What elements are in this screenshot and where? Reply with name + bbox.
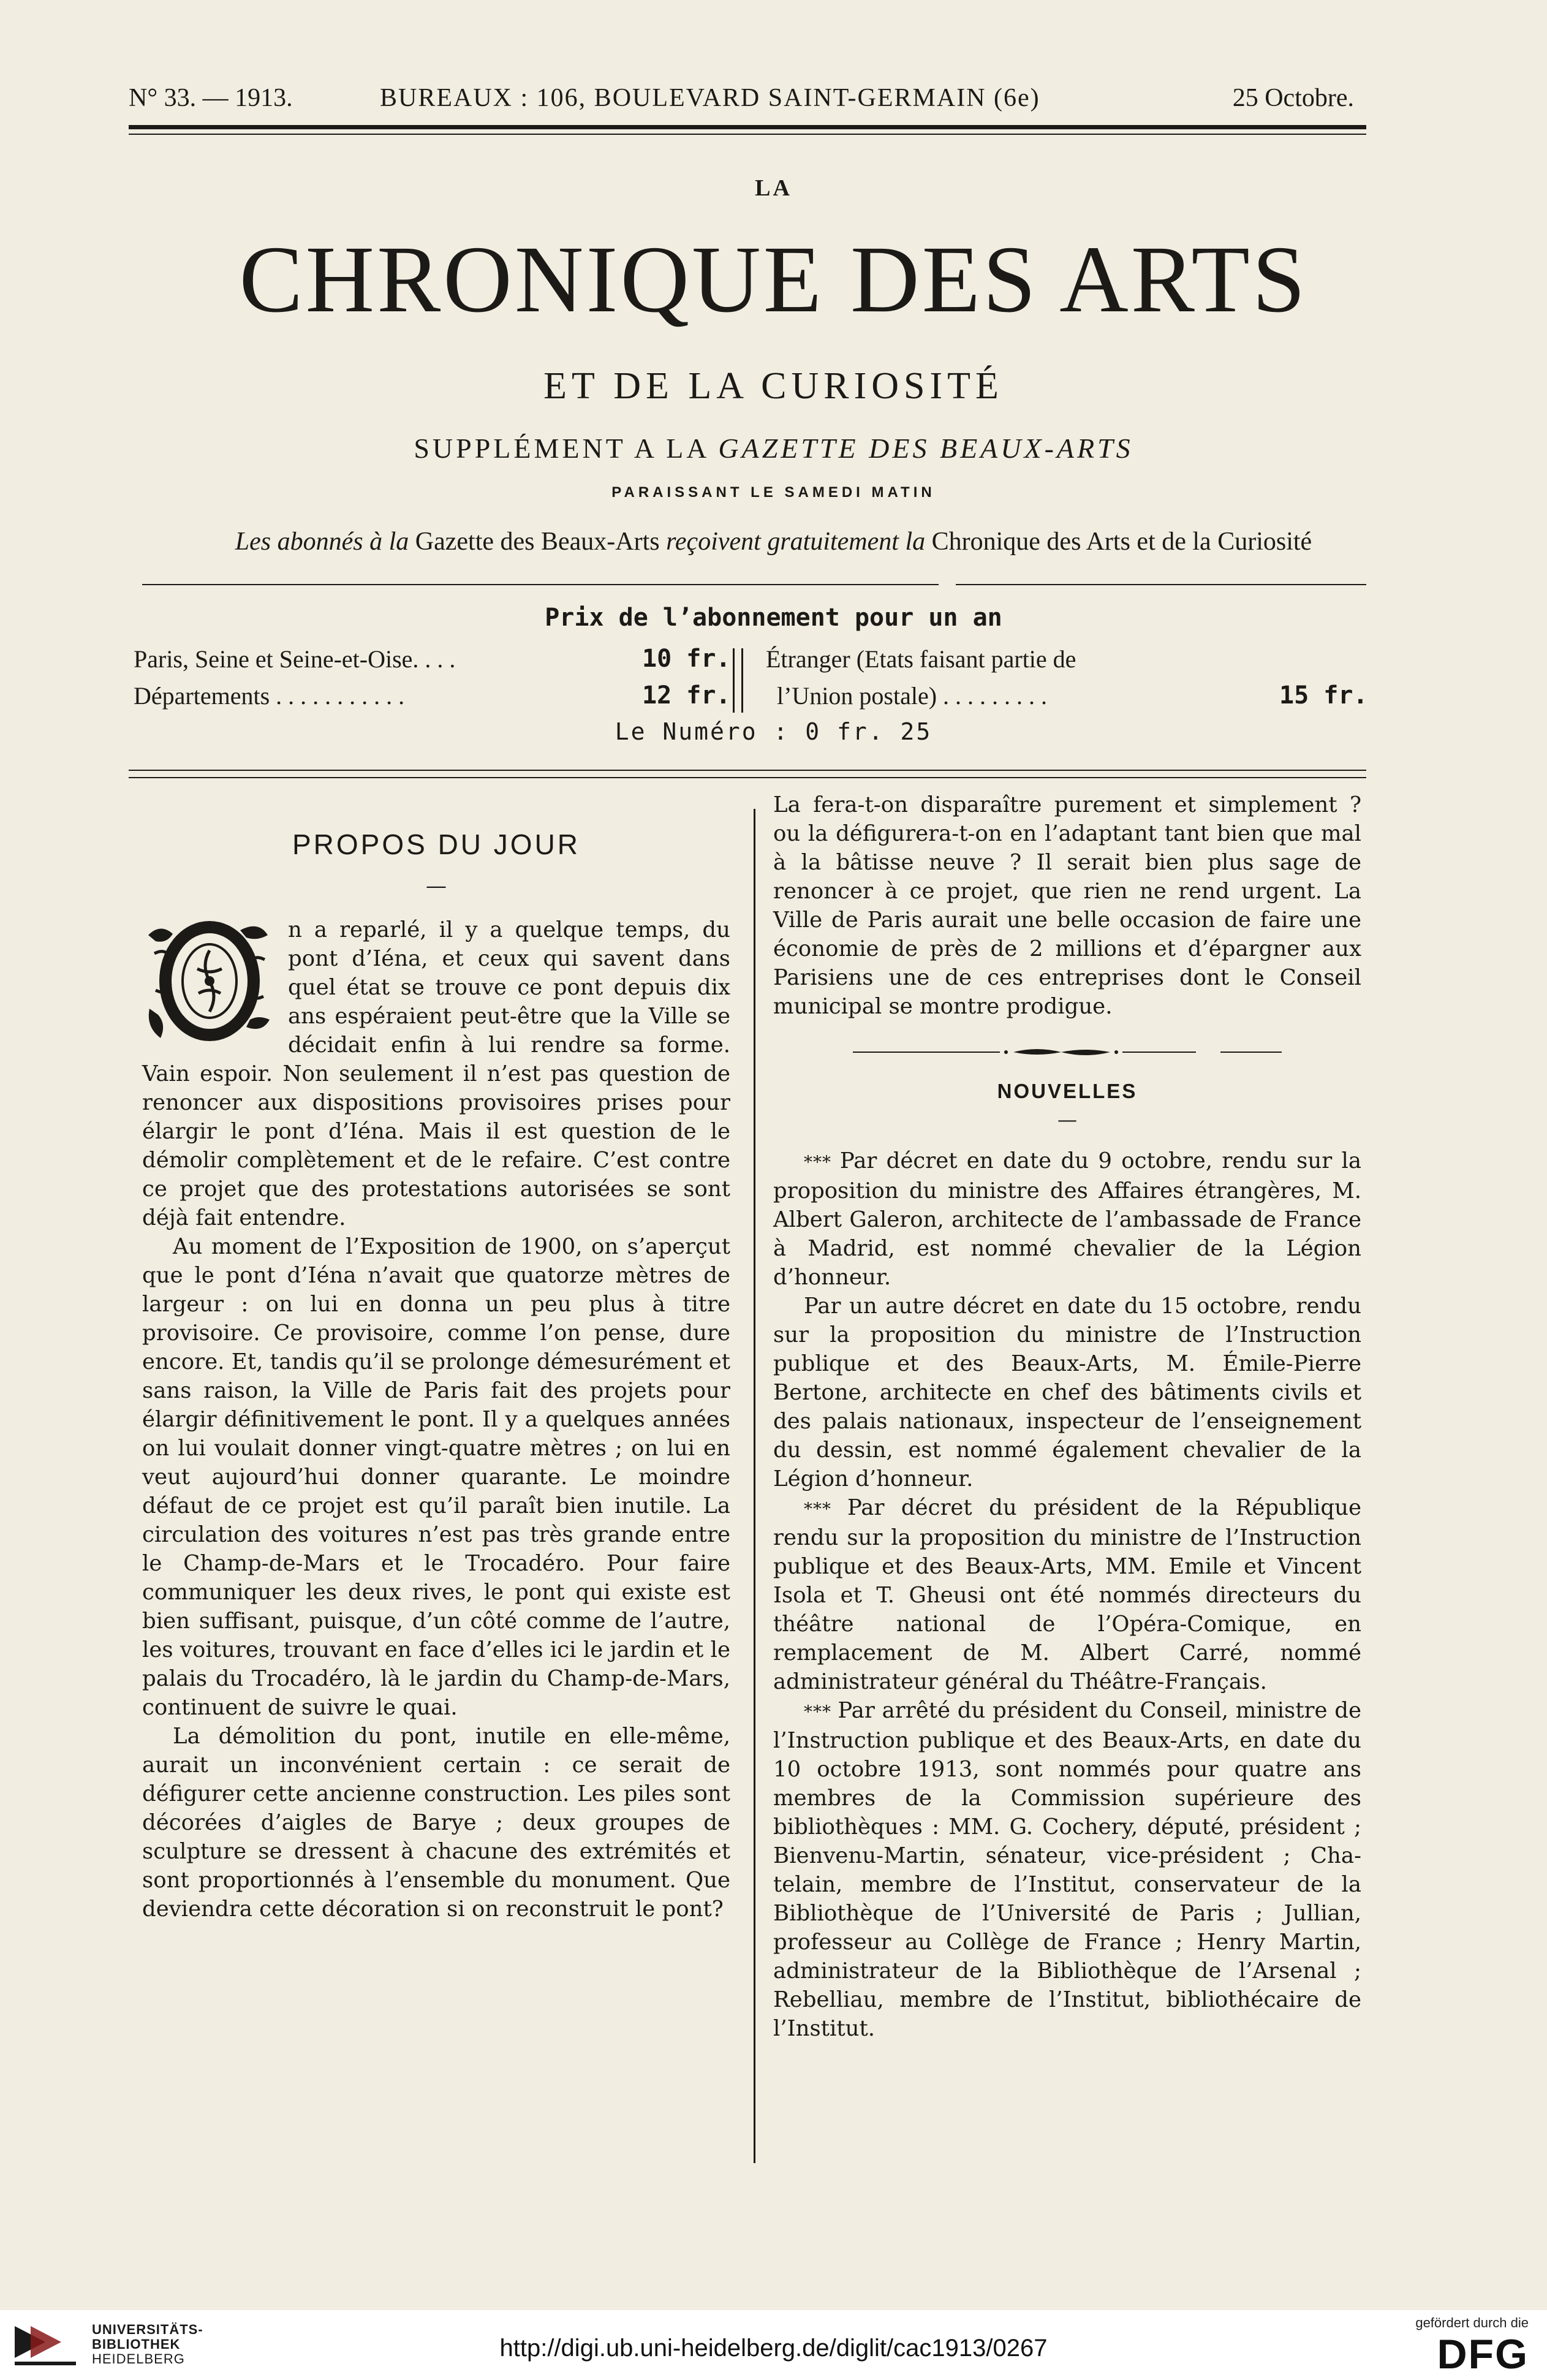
numero-price: Le Numéro : 0 fr. 25 [615, 718, 932, 745]
masthead-paraissant: PARAISSANT LE SAMEDI MATIN [611, 484, 936, 501]
bureaux-address: BUREAUX : 106, BOULEVARD SAINT-GERMAIN (6e) [380, 84, 1040, 112]
section-ornament [773, 1037, 1361, 1066]
header-rule-thin [129, 134, 1366, 135]
header-rule-thick [129, 125, 1366, 129]
abonnes-part-2: Gazette des Beaux-Arts [409, 528, 667, 556]
body-rule-a [129, 770, 1366, 771]
abonnes-part-4: Chronique des Arts et de la Curiosité [925, 528, 1312, 556]
right-column [773, 790, 1361, 2043]
asterism-4: *** [804, 1702, 838, 1722]
dropcap-o-icon [142, 917, 277, 1045]
propos-paragraph-3: La démolition du pont, inutile en elle-même, aurait un inconvénient certain : ce serait de défigurer cette ancienne construction. Les piles sont décorées d’aigles de Barye ; deux groupes de sculpture se dressent à chacune des extrémités et sont proportionnés à l’ensemble du monument. Que deviendra cette décoration si on reconstruit le pont? [142, 1724, 730, 1922]
abonnes-part-1: Les abonnés à la [235, 528, 409, 556]
ornament-rule-right [956, 584, 1366, 585]
etranger-label: Étranger (Etats faisant partie de [766, 645, 1076, 673]
ub-line-1: UNIVERSITÄTS- [92, 2322, 203, 2337]
etranger-price: 15 fr. [1279, 681, 1368, 710]
nouvelles-item-1 [773, 1146, 1361, 1292]
propos-title: PROPOS DU JOUR [292, 828, 581, 860]
nouvelles-item-2: Par un autre décret en date du 15 octobre, rendu sur la proposition du ministre de l’Instruction publique et des Beaux-Arts, M. Émile-Pierre Bertone, architecte en chef des bâtiments civils et des palais nationaux, inspecteur de l’enseignement du dessin, est nommé également chevalier de la Légion d’honneur. [773, 1294, 1361, 1491]
subscription-heading: Prix de l’abonnement pour un an [545, 604, 1002, 632]
dfg-logo: DFG [1437, 2331, 1529, 2378]
masthead-abonnes [0, 527, 1547, 556]
masthead-supplement [0, 432, 1547, 464]
paris-label: Paris, Seine et Seine-et-Oise. . . . [134, 645, 456, 673]
departements-label: Départements . . . . . . . . . . . [134, 682, 405, 710]
running-header [116, 78, 1366, 115]
propos-paragraph-2: Au moment de l’Exposition de 1900, on s’aperçut que le pont d’Iéna n’avait que quatorze mètres de largeur : on lui en donna un peu plus à titre provisoire. Ce provisoire, comme l’on pense, dure encore. Et, tandis qu’il se prolonge démesurément et sans raison, la Ville de Paris fait des projets pour élargir définitivement le pont. Il y a quelques années on lui voulait donner vingt-quatre mètres ; on lui en veut aujourd’hui donner quarante. Le moindre défaut de ce projet est qu’il paraît bien inutile. La circulation des voitures n’est pas très grande entre le Champ-de-Mars et le Trocadéro. Pour faire communiquer les deux rives, le pont qui existe est bien suffisant, puisque, d’un côté comme de l’autre, les voitures, trouvant en face d’elles ici le jardin et le palais du Trocadéro, là le jardin du Champ-de-Mars, continuent de suivre le quai. [142, 1234, 730, 1720]
source-url-link[interactable]: http://digi.ub.uni-heidelberg.de/diglit/cac1913/0267 [499, 2335, 1048, 2362]
propos-p1-text: n a reparlé, il y a quelque temps, du pont d’Iéna, et ceux qui savent dans quel état se trouve ce pont depuis dix ans espéraient peut-être que la Ville se décidait enfin à lui rendre sa forme. Vain espoir. Non seulement il n’est pas question de renoncer aux dispositions provisoires prises pour élargir le pont d’Iéna. Mais il est question de le démolir complètement et de le refaire. C’est contre ce projet que des protestations autorisées se sont déjà fait entendre. [142, 917, 730, 1230]
ub-line-3: HEIDELBERG [92, 2351, 185, 2367]
issue-number: N° 33. — 1913. [129, 84, 293, 112]
paris-price: 10 fr. [642, 645, 731, 673]
ornament-divider-icon [853, 1046, 1282, 1058]
nouvelles-dash: — [1057, 1108, 1077, 1131]
funding-note: gefördert durch die [1415, 2315, 1529, 2330]
masthead-subtitle: ET DE LA CURIOSITÉ [543, 365, 1004, 407]
propos-paragraph-1 [142, 915, 730, 1232]
propos-paragraph-4: La fera-t-on disparaître purement et simplement ? ou la défigurera-t-on en l’adaptant tant bien que mal à la bâtisse neuve ? Il serait bien plus sage de renoncer à ce projet, que rien ne rend urgent. La Ville de Paris aurait une belle occasion de faire une économie de près de 2 millions et d’épargner aux Parisiens une de ces entreprises dont le Conseil municipal se montre prodigue. [773, 792, 1361, 1019]
nouvelles-item-4-text: Par arrêté du président du Conseil, ministre de l’Instruction publique et des Beaux-Arts, en date du 10 octobre 1913, sont nommés pour quatre ans membres de la Commission supérieure des bibliothèques : MM. G. Cochery, député, président ; Bienvenu-Martin, sénateur, vice-président ; Chatelain, membre de l’Institut, conservateur de la Bibliothèque de l’Université de Paris ; Jullian, professeur au Collège de France ; Henry Martin, administrateur de la Bibliothèque de l’Arsenal ; Rebelliau, membre de l’Institut, bibliothécaire de l’Institut. [773, 1698, 1361, 2041]
subscription-divider-b [741, 648, 743, 713]
nouvelles-item-3-text: Par décret du président de la République rendu sur la proposition du ministre de l’Instruction publique et des Beaux-Arts, MM. Emile et Vincent Isola et T. Gheusi ont été nommés directeurs du théâtre national de l’Opéra-Comique, en remplacement de M. Albert Carré, nommé administrateur général du Théâtre-Français. [773, 1495, 1361, 1694]
issue-date: 25 Octobre. [1232, 84, 1354, 112]
masthead-title: CHRONIQUE DES ARTS [239, 226, 1308, 332]
body-rule-b [129, 777, 1366, 778]
column-divider [754, 809, 755, 2163]
subscription-divider-a [733, 648, 735, 713]
digitization-footer [0, 2310, 1547, 2380]
masthead-article: LA [755, 175, 792, 201]
asterism-1: *** [804, 1152, 840, 1172]
nouvelles-item-4 [773, 1696, 1361, 2043]
propos-dash: — [426, 874, 447, 898]
abonnes-part-3: reçoivent gratuitement la [666, 528, 926, 556]
nouvelles-item-3 [773, 1493, 1361, 1696]
nouvelles-item-1-text: Par décret en date du 9 octobre, rendu sur la proposition du ministre des Affaires étrangères, M. Albert Galeron, architecte de l’ambassade de France à Madrid, est nommé chevalier de la Légion d’honneur. [773, 1148, 1361, 1290]
supplement-gazette: GAZETTE DES BEAUX-ARTS [718, 433, 1133, 464]
nouvelles-title: NOUVELLES [997, 1080, 1138, 1102]
left-column [142, 790, 730, 1923]
ub-line-2: BIBLIOTHEK [92, 2336, 181, 2352]
union-label: l’Union postale) . . . . . . . . . [777, 682, 1048, 710]
departements-price: 12 fr. [642, 681, 731, 710]
supplement-prefix: SUPPLÉMENT A LA [414, 433, 719, 464]
asterism-3: *** [804, 1499, 848, 1519]
ornament-rule-left [142, 584, 939, 585]
